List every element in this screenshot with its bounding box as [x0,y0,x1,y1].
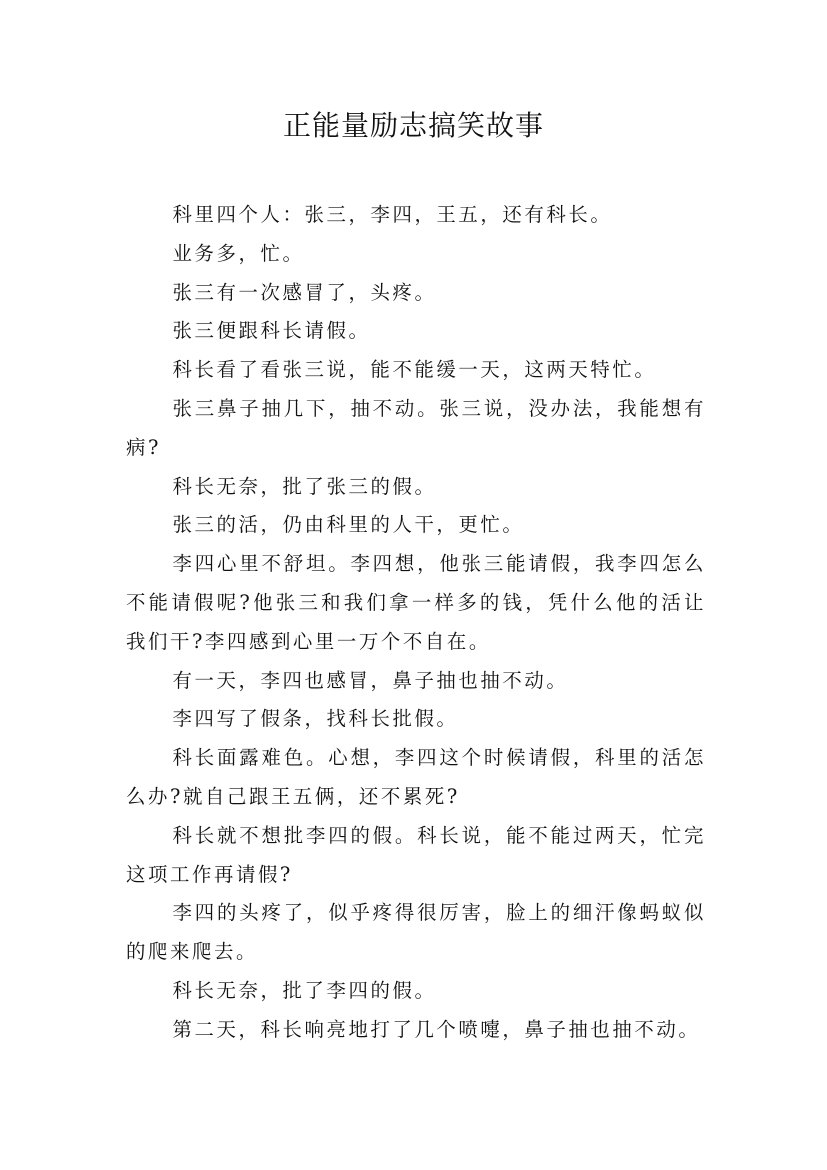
paragraph: 科长无奈，批了李四的假。 [172,978,437,1002]
paragraph: 张三的活，仍由科里的人干，更忙。 [172,513,525,537]
paragraph: 张三便跟科长请假。 [172,319,371,343]
paragraph: 第二天，科长响亮地打了几个喷嚏，鼻子抽也抽不动。 [172,1017,701,1041]
paragraph: 李四写了假条，找科长批假。 [172,707,459,731]
document-title: 正能量励志搞笑故事 [282,109,544,142]
paragraph: 科长面露难色。心想，李四这个时候请假，科里的活怎么办?就自己跟王五俩，还不累死? [126,746,706,808]
paragraph: 科长就不想批李四的假。科长说，能不能过两天，忙完这项工作再请假? [126,823,706,886]
document-body [126,196,706,1050]
paragraph: 科长看了看张三说，能不能缓一天，这两天特忙。 [172,358,657,382]
paragraph: 科里四个人：张三，李四，王五，还有科长。 [172,203,613,226]
paragraph: 业务多，忙。 [172,241,305,265]
paragraph: 张三鼻子抽几下，抽不动。张三说，没办法，我能想有病? [126,396,706,459]
paragraph: 李四的头疼了，似乎疼得很厉害，脸上的细汗像蚂蚁似的爬来爬去。 [126,901,706,964]
paragraph: 李四心里不舒坦。李四想，他张三能请假，我李四怎么不能请假呢?他张三和我们拿一样多的钱，凭什么他的活让我们干?李四感到心里一万个不自在。 [126,552,706,653]
paragraph: 张三有一次感冒了，头疼。 [172,280,437,304]
paragraph: 科长无奈，批了张三的假。 [172,474,437,498]
paragraph: 有一天，李四也感冒，鼻子抽也抽不动。 [172,668,569,692]
